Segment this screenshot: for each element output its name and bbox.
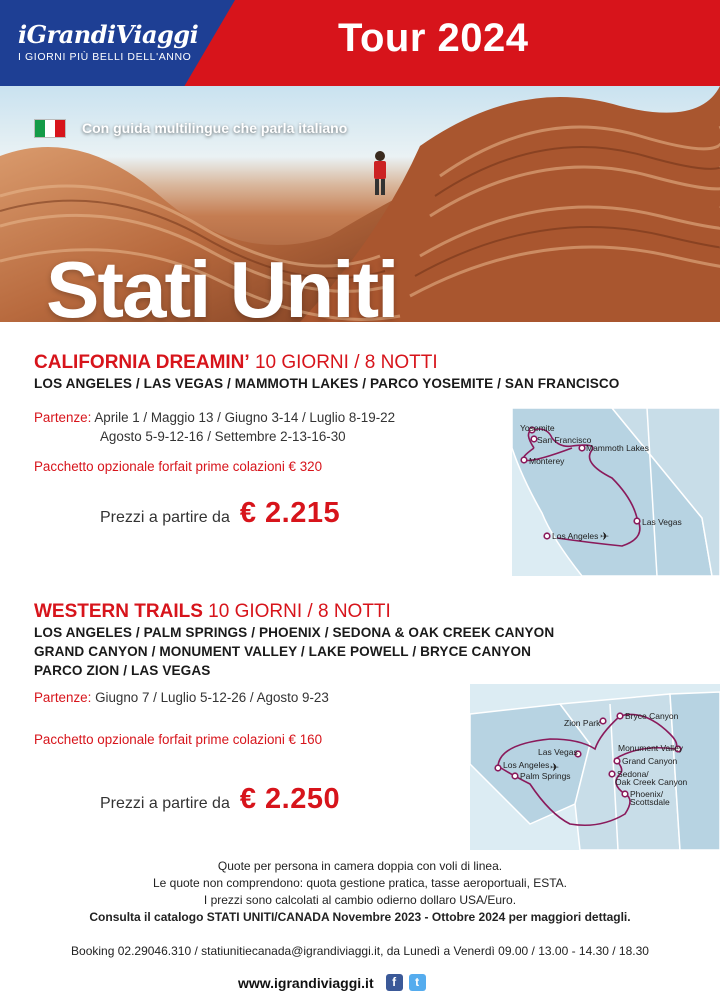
map-label: Yosemite	[520, 423, 555, 433]
note-line: Quote per persona in camera doppia con voli di linea.	[217, 859, 503, 873]
departures-line: Aprile 1 / Maggio 13 / Giugno 3-14 / Luglio 8-19-22	[94, 410, 396, 425]
header-banner	[0, 0, 720, 88]
map-label: Monterey	[529, 456, 565, 466]
catalog-note: Consulta il catalogo STATI UNITI/CANADA Novembre 2023 - Ottobre 2024 per maggiori dettagli.	[89, 910, 631, 924]
price-prefix: Prezzi a partire da	[100, 795, 230, 812]
note-line: I prezzi sono calcolati al cambio odierno dollaro USA/Euro.	[203, 893, 517, 907]
tour-title	[34, 352, 694, 374]
optional-breakfast-package: Pacchetto opzionale forfait prime colazioni € 160	[34, 732, 323, 747]
twitter-icon[interactable]: t	[409, 974, 426, 991]
price-prefix: Prezzi a partire da	[100, 509, 230, 526]
page-title: Tour 2024	[338, 16, 529, 60]
guide-language-note: Con guida multilingue che parla italiano	[82, 120, 348, 136]
departures-label: Partenze:	[34, 410, 92, 425]
price-value: € 2.215	[239, 497, 341, 529]
booking-contact[interactable]: Booking 02.29046.310 / statiunitiecanada@igrandiviaggi.it, da Lunedì a Venerdì 09.00 / 13.00 - 14.30 / 18.30	[71, 944, 649, 958]
map-label: Grand Canyon	[622, 756, 678, 766]
optional-breakfast-package: Pacchetto opzionale forfait prime colazioni € 320	[34, 459, 323, 474]
tour-name: CALIFORNIA DREAMIN’	[34, 352, 250, 373]
price-notes	[0, 858, 720, 926]
map-label: Sedona/	[617, 769, 649, 779]
tour-name: WESTERN TRAILS	[34, 601, 203, 622]
hero-image	[0, 86, 720, 322]
logo-text: iGrandiViaggi	[18, 20, 199, 49]
website-row	[238, 974, 426, 991]
price-row	[100, 783, 340, 816]
tour-route: LOS ANGELES / PALM SPRINGS / PHOENIX / SEDONA & OAK CREEK CANYON	[34, 625, 555, 640]
tour-route: PARCO ZION / LAS VEGAS	[34, 663, 211, 678]
brand-logo[interactable]	[18, 22, 218, 63]
map-label: Las Vegas	[538, 747, 578, 757]
map-label: Phoenix/	[630, 789, 664, 799]
airplane-icon: ✈	[600, 530, 610, 543]
california-route-map	[512, 408, 720, 576]
map-label: Zion Park	[564, 718, 601, 728]
price-value: € 2.250	[239, 783, 341, 815]
price-row	[100, 497, 340, 530]
departures-line: Giugno 7 / Luglio 5-12-26 / Agosto 9-23	[95, 690, 329, 705]
facebook-icon[interactable]: f	[386, 974, 403, 991]
tour-title	[34, 601, 694, 623]
tour-route: LOS ANGELES / LAS VEGAS / MAMMOTH LAKES / PARCO YOSEMITE / SAN FRANCISCO	[34, 376, 620, 391]
italy-flag-icon	[34, 119, 66, 138]
map-label: Scottsdale	[630, 797, 670, 807]
map-label: Palm Springs	[520, 771, 571, 781]
map-label: Los Angeles	[552, 531, 599, 541]
airplane-icon: ✈	[550, 761, 560, 774]
map-label: Las Vegas	[642, 517, 682, 527]
tour-route: GRAND CANYON / MONUMENT VALLEY / LAKE POWELL / BRYCE CANYON	[34, 644, 532, 659]
country-title: Stati Uniti	[46, 245, 398, 322]
map-label: Mammoth Lakes	[586, 443, 649, 453]
note-line: Le quote non comprendono: quota gestione pratica, tasse aeroportuali, ESTA.	[152, 876, 568, 890]
hiker-figure	[374, 151, 386, 195]
tour-duration: 10 GIORNI / 8 NOTTI	[208, 601, 391, 622]
map-label: Monument Valley	[618, 743, 684, 753]
map-label: San Francisco	[537, 435, 592, 445]
departures-line: Agosto 5-9-12-16 / Settembre 2-13-16-30	[100, 429, 346, 444]
map-label: Los Angeles	[503, 760, 550, 770]
map-label: Oak Creek Canyon	[615, 777, 688, 787]
map-label: Bryce Canyon	[625, 711, 679, 721]
western-trails-route-map	[470, 684, 720, 850]
logo-tagline: I GIORNI PIÙ BELLI DELL'ANNO	[18, 51, 192, 63]
website-link[interactable]: www.igrandiviaggi.it	[238, 974, 374, 991]
departures-label: Partenze:	[34, 690, 92, 705]
tour-duration: 10 GIORNI / 8 NOTTI	[254, 352, 438, 373]
